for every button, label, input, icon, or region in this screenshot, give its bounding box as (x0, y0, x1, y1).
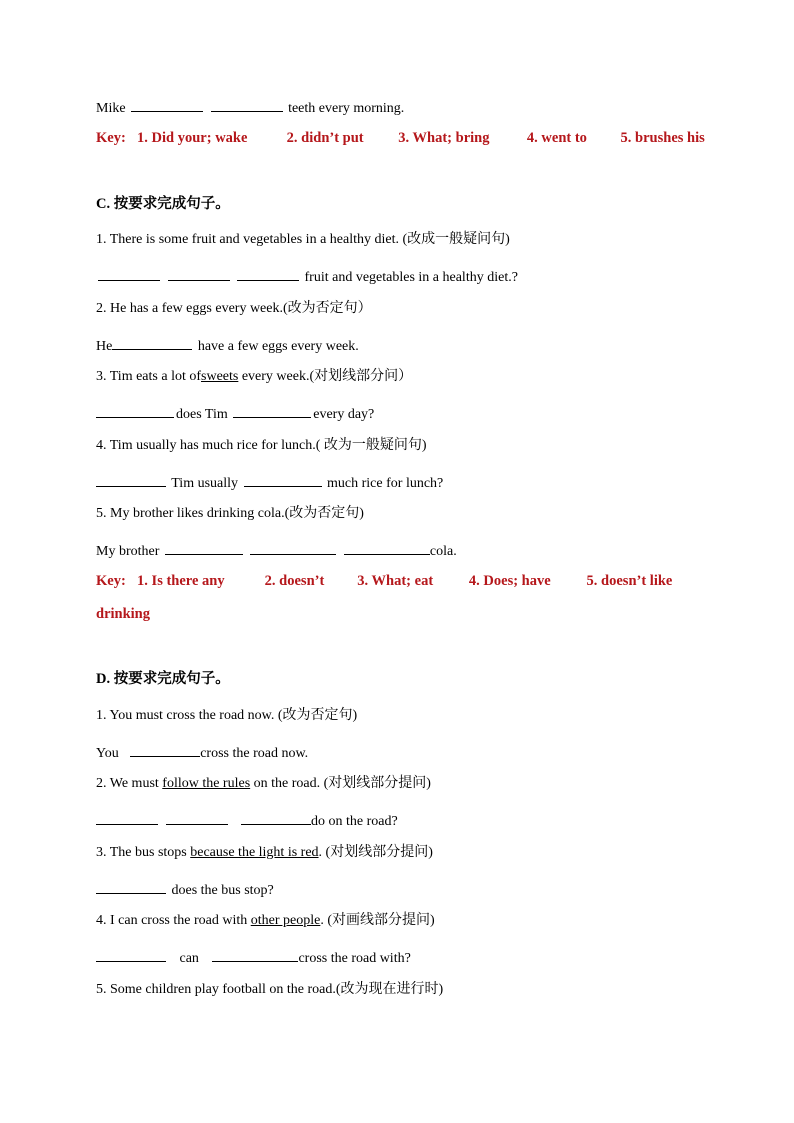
question-text: on the road. (对划线部分提问) (253, 776, 431, 791)
d-q3-answer (96, 879, 274, 900)
underlined-part: other people (250, 913, 321, 928)
blank[interactable] (96, 472, 166, 487)
answer-text: You (96, 746, 119, 761)
blank[interactable] (130, 742, 200, 757)
c-q4-answer (96, 472, 443, 493)
answer-text: much rice for lunch? (327, 476, 444, 491)
c-q2-answer (96, 335, 359, 356)
key-answer-2: 2. doesn’t (264, 573, 325, 589)
d-q5: 5. Some children play football on the road.(改为现在进行时) (96, 982, 444, 997)
blank[interactable] (168, 266, 230, 281)
answer-text: every day? (313, 407, 375, 422)
c-q4: 4. Tim usually has much rice for lunch.( 改为一般疑问句) (96, 438, 427, 453)
blank[interactable] (211, 97, 283, 112)
underlined-part: sweets (201, 369, 239, 384)
d-q3 (96, 844, 433, 862)
question-text: 3. The bus stops (96, 845, 187, 860)
answer-text: My brother (96, 544, 160, 559)
answer-text: does the bus stop? (171, 883, 274, 898)
key-answer-5: 5. brushes his (620, 130, 705, 146)
key-answer-3: 3. What; bring (398, 130, 490, 146)
blank[interactable] (112, 335, 192, 350)
blank[interactable] (165, 540, 243, 555)
blank[interactable] (241, 810, 311, 825)
key-prefix: Key: (96, 130, 126, 146)
section-c-heading: C. 按要求完成句子。 (96, 196, 230, 212)
d-q4 (96, 912, 435, 930)
blank[interactable] (96, 403, 174, 418)
answer-text: He (96, 339, 113, 354)
blank[interactable] (244, 472, 322, 487)
key-answer-4: 4. went to (526, 130, 587, 146)
key-prefix: Key: (96, 573, 126, 589)
c-q1-answer (96, 266, 518, 287)
key-answer-1: 1. Is there any (137, 573, 225, 589)
blank[interactable] (166, 810, 228, 825)
key-answer-1: 1. Did your; wake (137, 130, 248, 146)
blank[interactable] (96, 947, 166, 962)
c-answer-key (96, 572, 672, 590)
blank[interactable] (131, 97, 203, 112)
answer-text: have a few eggs every week. (197, 339, 359, 354)
answer-text: cross the road now. (200, 746, 309, 761)
answer-text: do on the road? (311, 814, 398, 829)
answer-text: does Tim (176, 407, 228, 422)
c-q3 (96, 368, 412, 386)
d-q4-answer (96, 947, 411, 968)
d-q1-answer (96, 742, 308, 763)
answer-text: Tim usually (171, 476, 239, 491)
d-q2-answer (96, 810, 398, 831)
section-d-heading: D. 按要求完成句子。 (96, 671, 230, 687)
blank[interactable] (233, 403, 311, 418)
c-q5-answer (96, 540, 457, 561)
c-q5: 5. My brother likes drinking cola.(改为否定句) (96, 506, 364, 521)
b-answer-key (96, 129, 705, 147)
c-q3-answer (96, 403, 374, 424)
blank[interactable] (96, 810, 158, 825)
c-q1: 1. There is some fruit and vegetables in a healthy diet. (改成一般疑问句) (96, 232, 510, 247)
b-q5-end: teeth every morning. (288, 101, 405, 116)
d-q2 (96, 775, 431, 793)
blank[interactable] (96, 879, 166, 894)
blank[interactable] (344, 540, 430, 555)
answer-text: cola. (429, 544, 457, 559)
question-text: . (对划线部分提问) (318, 845, 433, 860)
key-answer-2: 2. didn’t put (286, 130, 364, 146)
question-text: every week.(对划线部分问） (241, 369, 413, 384)
question-text: 4. I can cross the road with (96, 913, 248, 928)
answer-text: cross the road with? (298, 951, 411, 966)
underlined-part: because the light is red (190, 845, 319, 860)
key-answer-4: 4. Does; have (468, 573, 551, 589)
b-q5-start: Mike (96, 101, 126, 116)
question-text: 3. Tim eats a lot of (96, 369, 202, 384)
question-text: . (对画线部分提问) (320, 913, 435, 928)
blank[interactable] (98, 266, 160, 281)
underlined-part: follow the rules (162, 776, 251, 791)
d-q1: 1. You must cross the road now. (改为否定句) (96, 708, 358, 723)
b-q5-answer-line (96, 97, 404, 118)
c-answer-key-cont: drinking (96, 606, 150, 622)
blank[interactable] (250, 540, 336, 555)
answer-text: fruit and vegetables in a healthy diet.? (304, 270, 518, 285)
blank[interactable] (237, 266, 299, 281)
question-text: 2. We must (96, 776, 159, 791)
key-answer-3: 3. What; eat (357, 573, 434, 589)
key-answer-5: 5. doesn’t like (586, 573, 673, 589)
answer-text: can (179, 951, 199, 966)
c-q2: 2. He has a few eggs every week.(改为否定句） (96, 301, 372, 316)
blank[interactable] (212, 947, 298, 962)
